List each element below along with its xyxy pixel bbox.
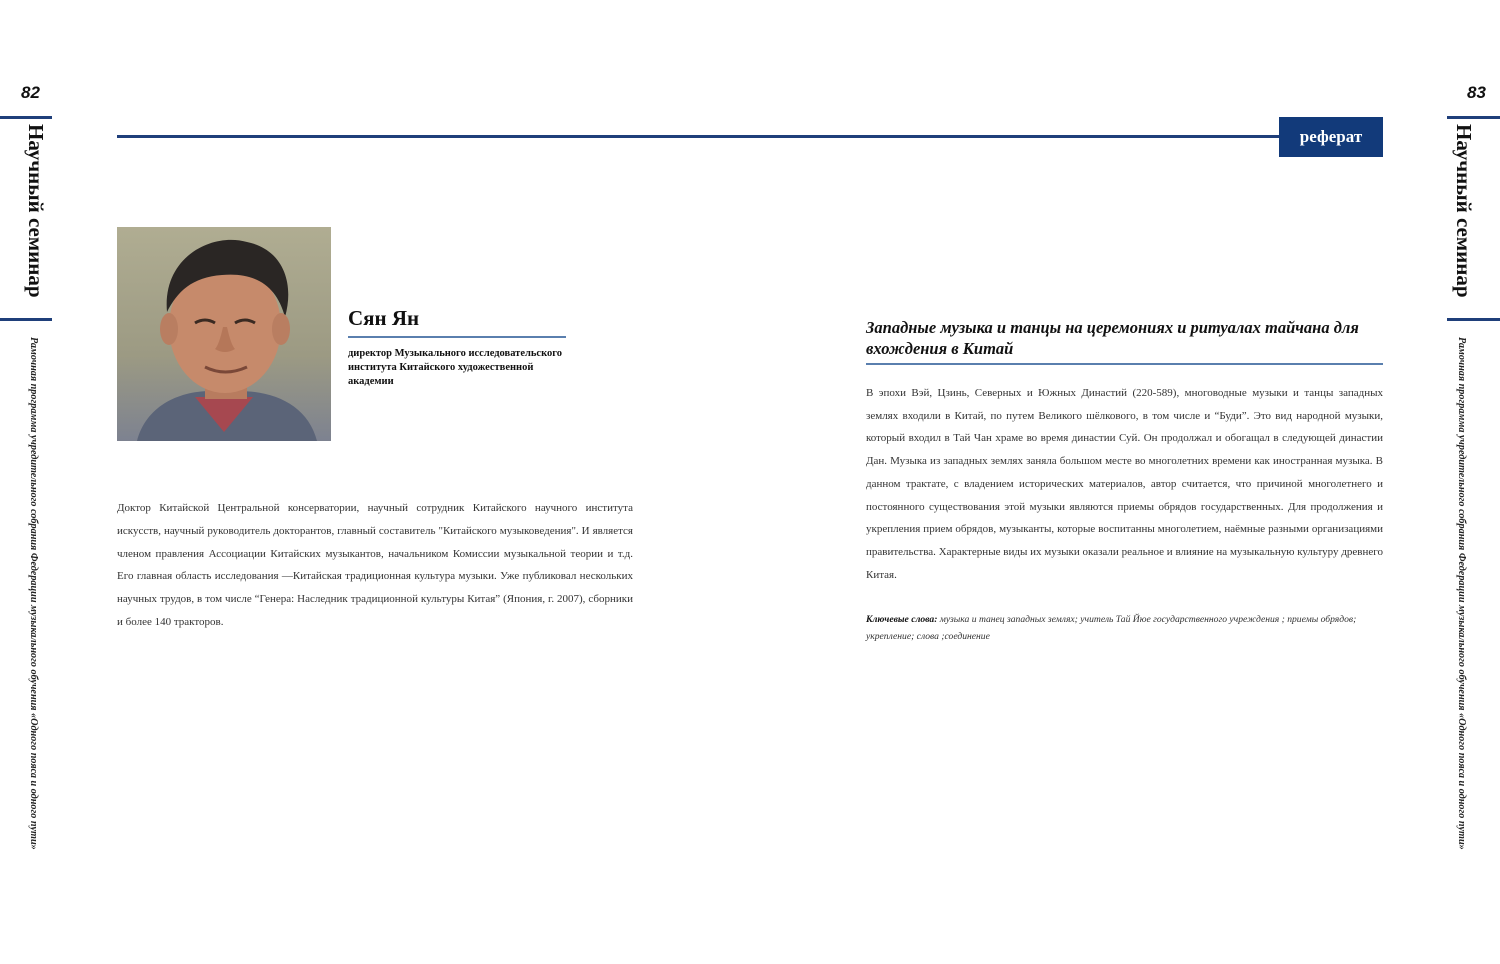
sidebar-subtitle-left: Рамочная программа учредительного собрания Федерации музыкального обучения «Одного пояса и одного пути» [28, 337, 39, 850]
page-number-right: 83 [1467, 83, 1486, 102]
section-badge: реферат [1279, 117, 1383, 157]
keywords-label: Ключевые слова: [866, 614, 938, 625]
sidebar-title-right: Научный семинар [1452, 124, 1476, 298]
author-bio: Доктор Китайской Центральной консерватории, научный сотрудник Китайского научного института искусств, научный руководитель докторантов, главный составитель "Китайского музыковедения". И является членом правления Ассоциации Китайских музыкантов, начальником Комиссии музыкальной теории и т.д. Его главная область исследования —Китайская традиционная культура музыки. Уже публиковал нескольких научных трудов, в том числе “Генера: Наследник традиционной культуры Китая” (Япония, г. 2007), сборники и более 140 тракторов. [117, 502, 633, 628]
author-role: директор Музыкального исследовательского института Китайского художественной академии [348, 348, 563, 387]
side-rule-right-top [1447, 116, 1500, 119]
author-name: Сян Ян [348, 306, 420, 330]
article-title-rule [866, 363, 1383, 365]
article-title: Западные музыка и танцы на церемониях и ритуалах тайчана для вхождения в Китай [866, 318, 1359, 358]
sidebar-title-left: Научный семинар [24, 124, 48, 298]
sidebar-subtitle-right: Рамочная программа учредительного собрания Федерации музыкального обучения «Одного пояса и одного пути» [1456, 337, 1467, 850]
author-name-rule [348, 336, 566, 338]
portrait-illustration [117, 227, 331, 441]
article-abstract: В эпохи Вэй, Цзинь, Северных и Южных Династий (220-589), многоводные музыки и танцы западных землях входили в Китай, по путем Великого шёлкового, в том числе и “Буди”. Это вид народной музыки, который входил в Тай Чан храме во время династии Суй. Он продолжал и обогащал в следующей династии Дан. Музыка из западных землях заняла большом месте во многолетних времени как иностранная музыка. В данном трактате, с владением исторических материалов, автор считается, что причиной многолетнего и постоянного существования этой музыки являются приемы обрядов государственных. Для продолжения и укрепления прием обрядов, музыканты, которые воспитанны многолетием, наёмные разными организациями правительства. Характерные виды их музыки оказали реальное и влияние на музыкальную культуру древнего Китая. [866, 387, 1383, 581]
side-rule-right-bottom [1447, 318, 1500, 321]
page-number-left: 82 [21, 83, 40, 102]
keywords-text: музыка и танец западных землях; учитель Тай Йюе государственного учреждения ; приемы обрядов; укрепление; слова ;соединение [866, 614, 1357, 642]
side-rule-left-bottom [0, 318, 52, 321]
article-keywords [866, 611, 1383, 645]
side-rule-left-top [0, 116, 52, 119]
author-photo [117, 227, 331, 441]
header-rule [117, 135, 1287, 138]
